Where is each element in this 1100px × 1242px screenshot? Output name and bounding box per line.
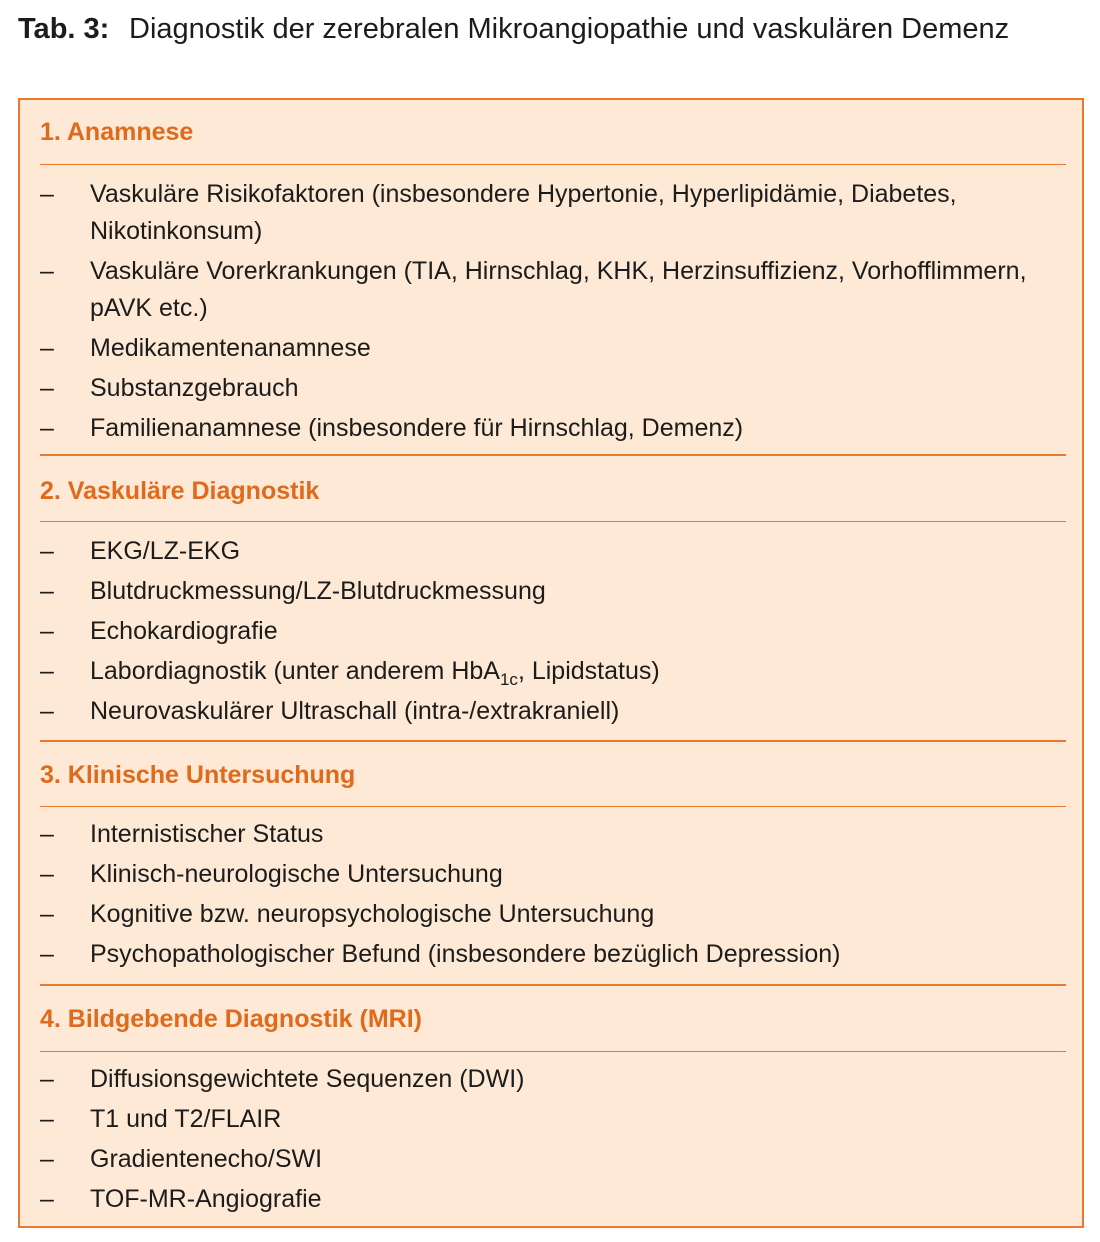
item-list (40, 816, 1066, 976)
list-item-text: Psychopathologischer Befund (insbesondere bezüglich Depression) (90, 940, 841, 968)
list-item (40, 816, 1066, 853)
dash-bullet: – (40, 1065, 54, 1093)
list-item-text: Klinisch-neurologische Untersuchung (90, 860, 503, 888)
dash-bullet: – (40, 577, 54, 605)
list-item (40, 1101, 1066, 1138)
section-divider (40, 454, 1066, 456)
dash-bullet: – (40, 334, 54, 362)
list-item-text: Internistischer Status (90, 820, 324, 848)
dash-bullet: – (40, 374, 54, 402)
list-item-text: Labordiagnostik (unter anderem HbA (90, 657, 500, 685)
item-list (40, 1061, 1066, 1221)
list-item-text: Vaskuläre Risikofaktoren (insbesondere Hypertonie, Hyperlipidämie, Diabetes, Nikotinkonsum) (90, 180, 957, 245)
dash-bullet: – (40, 537, 54, 565)
list-item (40, 533, 1066, 570)
section-header-divider (40, 164, 1066, 165)
list-item-text: TOF-MR-Angiografie (90, 1185, 322, 1213)
list-item (40, 1061, 1066, 1098)
list-item-text: , Lipidstatus) (517, 657, 660, 685)
dash-bullet: – (40, 257, 54, 285)
list-item-text: Gradientenecho/SWI (90, 1145, 323, 1173)
list-item-text: Blutdruckmessung/LZ-Blutdruckmessung (90, 577, 546, 605)
list-item (40, 330, 1066, 367)
dash-bullet: – (40, 414, 54, 442)
dash-bullet: – (40, 180, 54, 208)
dash-bullet: – (40, 1105, 54, 1133)
list-item (40, 1141, 1066, 1178)
list-item (40, 613, 1066, 650)
list-item (40, 253, 1066, 327)
section-header-divider (40, 1051, 1066, 1052)
section-title: 1. Anamnese (40, 118, 194, 146)
list-item-text: Kognitive bzw. neuropsychologische Untersuchung (90, 900, 655, 928)
list-item (40, 856, 1066, 893)
list-item (40, 370, 1066, 407)
section-divider (40, 740, 1066, 742)
subscript: 1c (499, 670, 518, 689)
table-caption (18, 10, 1078, 48)
section-header-divider (40, 521, 1066, 522)
dash-bullet: – (40, 617, 54, 645)
dash-bullet: – (40, 657, 54, 685)
list-item (40, 653, 1066, 690)
list-item-text: T1 und T2/FLAIR (90, 1105, 282, 1133)
list-item-text: Neurovaskulärer Ultraschall (intra-/extrakraniell) (90, 697, 620, 725)
list-item (40, 896, 1066, 933)
list-item-text: Vaskuläre Vorerkrankungen (TIA, Hirnschlag, KHK, Herzinsuffizienz, Vorhofflimmern, pAVK etc.) (90, 257, 1027, 322)
section-title: 4. Bildgebende Diagnostik (MRI) (40, 1005, 422, 1033)
dash-bullet: – (40, 900, 54, 928)
dash-bullet: – (40, 1185, 54, 1213)
list-item-text: Substanzgebrauch (90, 374, 299, 402)
section-title: 2. Vaskuläre Diagnostik (40, 477, 320, 505)
section-header-divider (40, 806, 1066, 807)
dash-bullet: – (40, 697, 54, 725)
list-item (40, 693, 1066, 730)
diagnostics-table (18, 98, 1084, 1228)
dash-bullet: – (40, 940, 54, 968)
list-item (40, 573, 1066, 610)
list-item (40, 1181, 1066, 1218)
table-title: Diagnostik der zerebralen Mikroangiopathie und vaskulären Demenz (129, 13, 1010, 45)
item-list (40, 533, 1066, 733)
section-divider (40, 984, 1066, 986)
section-title: 3. Klinische Untersuchung (40, 761, 356, 789)
list-item-text: Familienanamnese (insbesondere für Hirnschlag, Demenz) (90, 414, 744, 442)
list-item-text: Diffusionsgewichtete Sequenzen (DWI) (90, 1065, 525, 1093)
item-list (40, 176, 1066, 450)
list-item-text: EKG/LZ-EKG (90, 537, 241, 565)
list-item (40, 176, 1066, 250)
list-item-text: Echokardiografie (90, 617, 278, 645)
table-label: Tab. 3: (18, 13, 110, 45)
dash-bullet: – (40, 820, 54, 848)
list-item (40, 936, 1066, 973)
list-item (40, 410, 1066, 447)
dash-bullet: – (40, 1145, 54, 1173)
list-item-text: Medikamentenanamnese (90, 334, 371, 362)
dash-bullet: – (40, 860, 54, 888)
